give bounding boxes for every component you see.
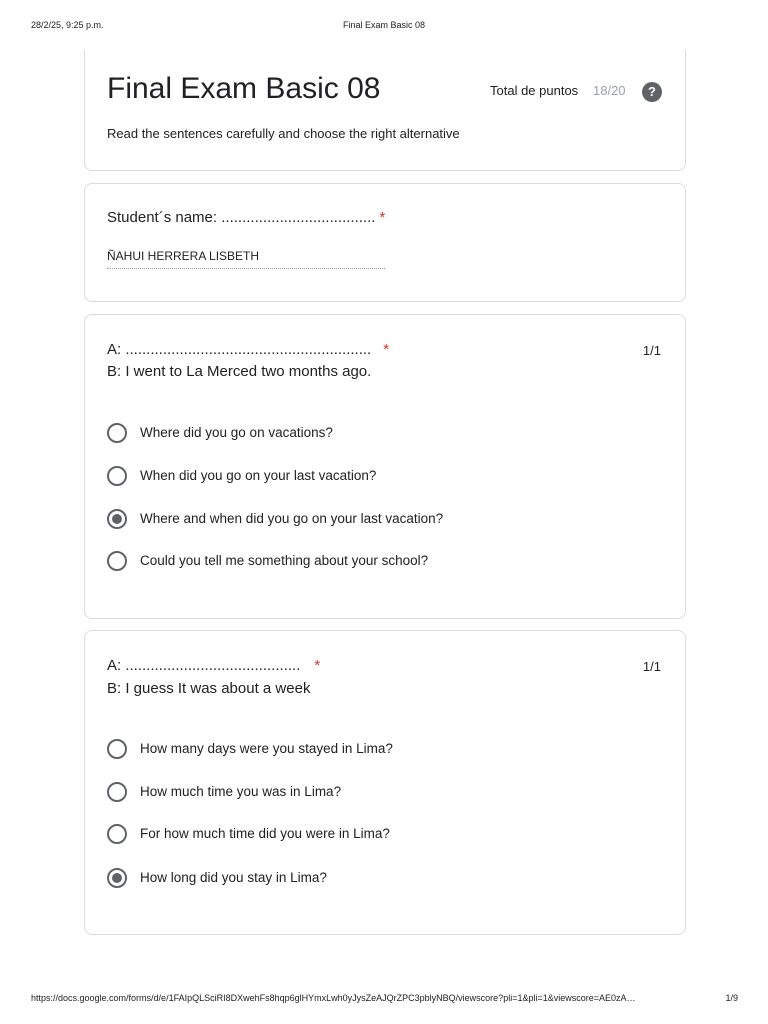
print-footer xyxy=(0,993,768,1007)
total-points-label: Total de puntos xyxy=(490,83,579,98)
print-page-number: 1/9 xyxy=(725,993,738,1003)
question-1-line-a: A: ........................................................... xyxy=(107,341,372,358)
help-icon[interactable]: ? xyxy=(642,82,662,102)
radio-button[interactable] xyxy=(107,551,127,571)
form-description: Read the sentences carefully and choose the right alternative xyxy=(107,126,460,141)
print-title: Final Exam Basic 08 xyxy=(342,20,426,30)
option-label: How much time you was in Lima? xyxy=(140,784,342,799)
name-question-text: Student´s name: ..................................... xyxy=(107,209,376,226)
option-label: Could you tell me something about your school? xyxy=(140,553,429,568)
question-2-line-a: A: .......................................... xyxy=(107,657,301,674)
question-2-option-3[interactable] xyxy=(107,824,647,846)
radio-button[interactable] xyxy=(107,423,127,443)
question-1-points: 1/1 xyxy=(642,343,661,358)
question-1-option-2[interactable] xyxy=(107,466,647,488)
name-answer-field[interactable]: ÑAHUI HERRERA LISBETH xyxy=(107,247,385,269)
option-label: Where and when did you go on your last vacation? xyxy=(140,511,444,526)
form-title: Final Exam Basic 08 xyxy=(107,72,381,105)
required-asterisk: * xyxy=(314,657,321,674)
question-2-points: 1/1 xyxy=(642,659,661,674)
question-card-2 xyxy=(84,630,686,935)
name-question-label xyxy=(107,209,385,226)
total-points-score: 18/20 xyxy=(593,83,626,98)
question-2-option-1[interactable] xyxy=(107,739,647,761)
question-2-option-4[interactable] xyxy=(107,868,647,890)
option-label: For how much time did you were in Lima? xyxy=(140,826,390,841)
question-1-option-1[interactable] xyxy=(107,423,647,445)
question-2-line-b: B: I guess It was about a week xyxy=(107,680,311,697)
question-1-option-3[interactable] xyxy=(107,509,647,531)
option-label: Where did you go on vacations? xyxy=(140,425,333,440)
radio-button[interactable] xyxy=(107,782,127,802)
option-label: How long did you stay in Lima? xyxy=(140,870,327,885)
option-label: When did you go on your last vacation? xyxy=(140,468,377,483)
question-2-option-2[interactable] xyxy=(107,782,647,804)
print-date: 28/2/25, 9:25 p.m. xyxy=(31,20,104,30)
radio-button[interactable] xyxy=(107,466,127,486)
print-header xyxy=(0,20,768,34)
option-label: How many days were you stayed in Lima? xyxy=(140,741,393,756)
required-asterisk: * xyxy=(383,341,390,358)
radio-button[interactable] xyxy=(107,824,127,844)
radio-button-selected[interactable] xyxy=(107,509,127,529)
question-2-prompt xyxy=(107,657,320,674)
name-question-card xyxy=(84,183,686,302)
question-card-1 xyxy=(84,314,686,619)
required-asterisk: * xyxy=(379,209,386,226)
question-1-option-4[interactable] xyxy=(107,551,647,573)
print-url: https://docs.google.com/forms/d/e/1FAIpQLSciRI8DXwehFs8hqp6glHYmxLwh0yJysZeAJQrZPC3pblyNBQ/viewscore?pli=1&pli=1&viewscore=AE0zA… xyxy=(31,993,636,1003)
form-header-card xyxy=(84,50,686,171)
question-1-line-b: B: I went to La Merced two months ago. xyxy=(107,363,372,380)
radio-button[interactable] xyxy=(107,739,127,759)
radio-button-selected[interactable] xyxy=(107,868,127,888)
question-1-prompt xyxy=(107,341,389,358)
